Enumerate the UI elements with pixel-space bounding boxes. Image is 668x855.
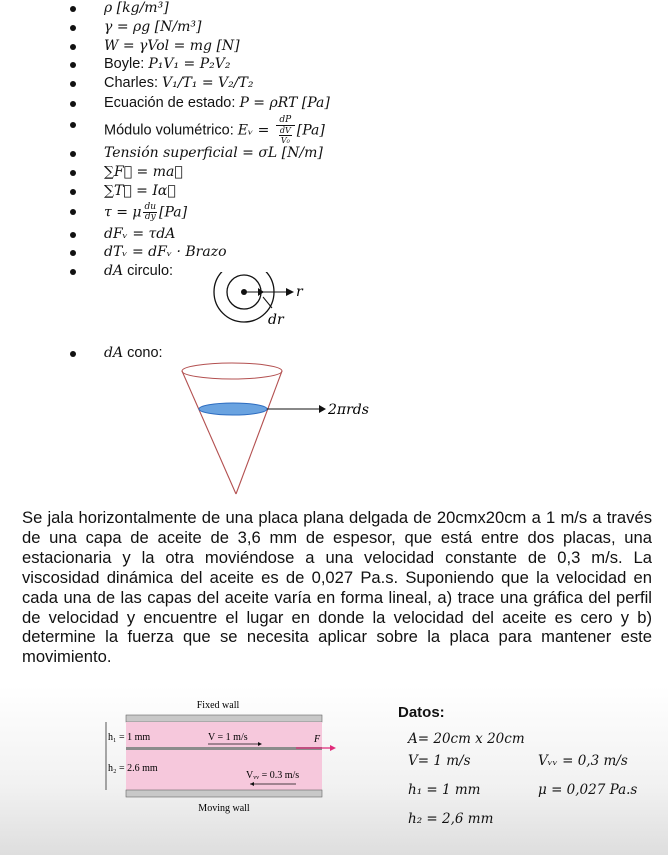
vw-label: Vᵥᵥ = 0.3 m/s [246,770,300,781]
bulk-modulus-fraction: $\frac{dP}{\frac{dV}{\text{V₀}}}$ [276,116,295,145]
formula-charles: Charles: V₁/T₁ = V₂/T₂ [104,75,254,91]
cone-diagram [178,358,398,498]
moving-plate [126,747,322,750]
cone-left-edge [182,371,236,494]
radius-arrowhead [286,288,294,296]
formula-boyle: Boyle: P₁V₁ = P₂V₂ [104,56,231,72]
formula-specific-weight: γ = ρg [N/m³] [104,19,202,35]
formula-density: ρ [kg/m³] [104,0,169,16]
formula-shear-stress: τ = μ $\frac{du}{dy}$ [Pa] [104,202,188,222]
formula-state-equation: Ecuación de estado: P = ρRT [Pa] [104,95,330,111]
force-label: F [314,734,321,745]
moving-wall [126,790,322,797]
problem-statement: Se jala horizontalmente de una placa plana delgada de 20cmx20cm a 1 m/s a través de una capa de aceite de 3,6 mm de espesor, que está entre dos placas, una estacionaria y la otra moviéndose a una velocidad constante de 0,3 m/s. La viscosidad dinámica del aceite es de 0,027 Pa.s. Suponiendo que la velocidad en cada una de las capas del aceite varía en forma lineal, a) trace una gráfica del perfil de velocidad y encuentre el lugar en donde la velocidad del aceite es cero y b) determine la fuerza que se necesita aplicar sobre la placa para mantener este movimiento. [22,508,652,667]
formula-da-circle: dA circulo: [104,263,174,279]
fixed-wall [126,715,322,722]
formula-torque: ∑T⃗ = Iα⃗ [104,183,176,199]
moving-wall-label: Moving wall [198,803,250,814]
cone-label: 2πrds [328,402,369,418]
force-arrowhead [330,745,336,751]
plate-diagram [96,696,340,816]
circle-r-label: r [296,284,303,300]
formula-weight: W = γVol = mg [N] [104,38,240,54]
annulus-diagram [200,272,320,332]
datos-h2: h₂ = 2,6 mm [408,811,494,827]
datos-h1: h₁ = 1 mm [408,782,481,798]
cone-right-edge [236,371,282,494]
datos-title: Datos: [398,704,445,721]
outer-circle [214,272,274,322]
datos-velocity: V= 1 m/s [408,753,471,769]
shear-fraction: $\frac{du}{dy}$ [144,202,157,222]
datos-viscosity: μ = 0,027 Pa.s [538,782,638,798]
formula-viscous-torque: dTᵥ = dFᵥ · Brazo [104,244,227,260]
cone-strip [199,403,267,415]
fixed-wall-label: Fixed wall [196,700,240,711]
cone-arrowhead [319,405,326,413]
formula-viscous-force: dFᵥ = τdA [104,226,176,242]
cone-top-rim [182,363,282,379]
h1-label: h₁ = 1 mm [108,732,151,743]
datos-area: A= 20cm x 20cm [408,731,525,747]
formula-da-cone: dA cono: [104,345,163,361]
v-label: V = 1 m/s [208,732,248,743]
formula-newton-force: ∑F⃗ = ma⃗ [104,164,183,180]
datos-wall-velocity: Vᵥᵥ = 0,3 m/s [538,753,628,769]
circle-dr-label: dr [268,312,284,328]
dr-pointer [263,297,272,308]
formula-bulk-modulus: Módulo volumétrico: Eᵥ = $\frac{dP}{\frac{dV}{\text{V₀}}}$ [Pa] [104,115,325,145]
formula-surface-tension: Tensión superficial = σL [N/m] [104,145,323,161]
h2-label: h₂ = 2.6 mm [108,763,158,774]
